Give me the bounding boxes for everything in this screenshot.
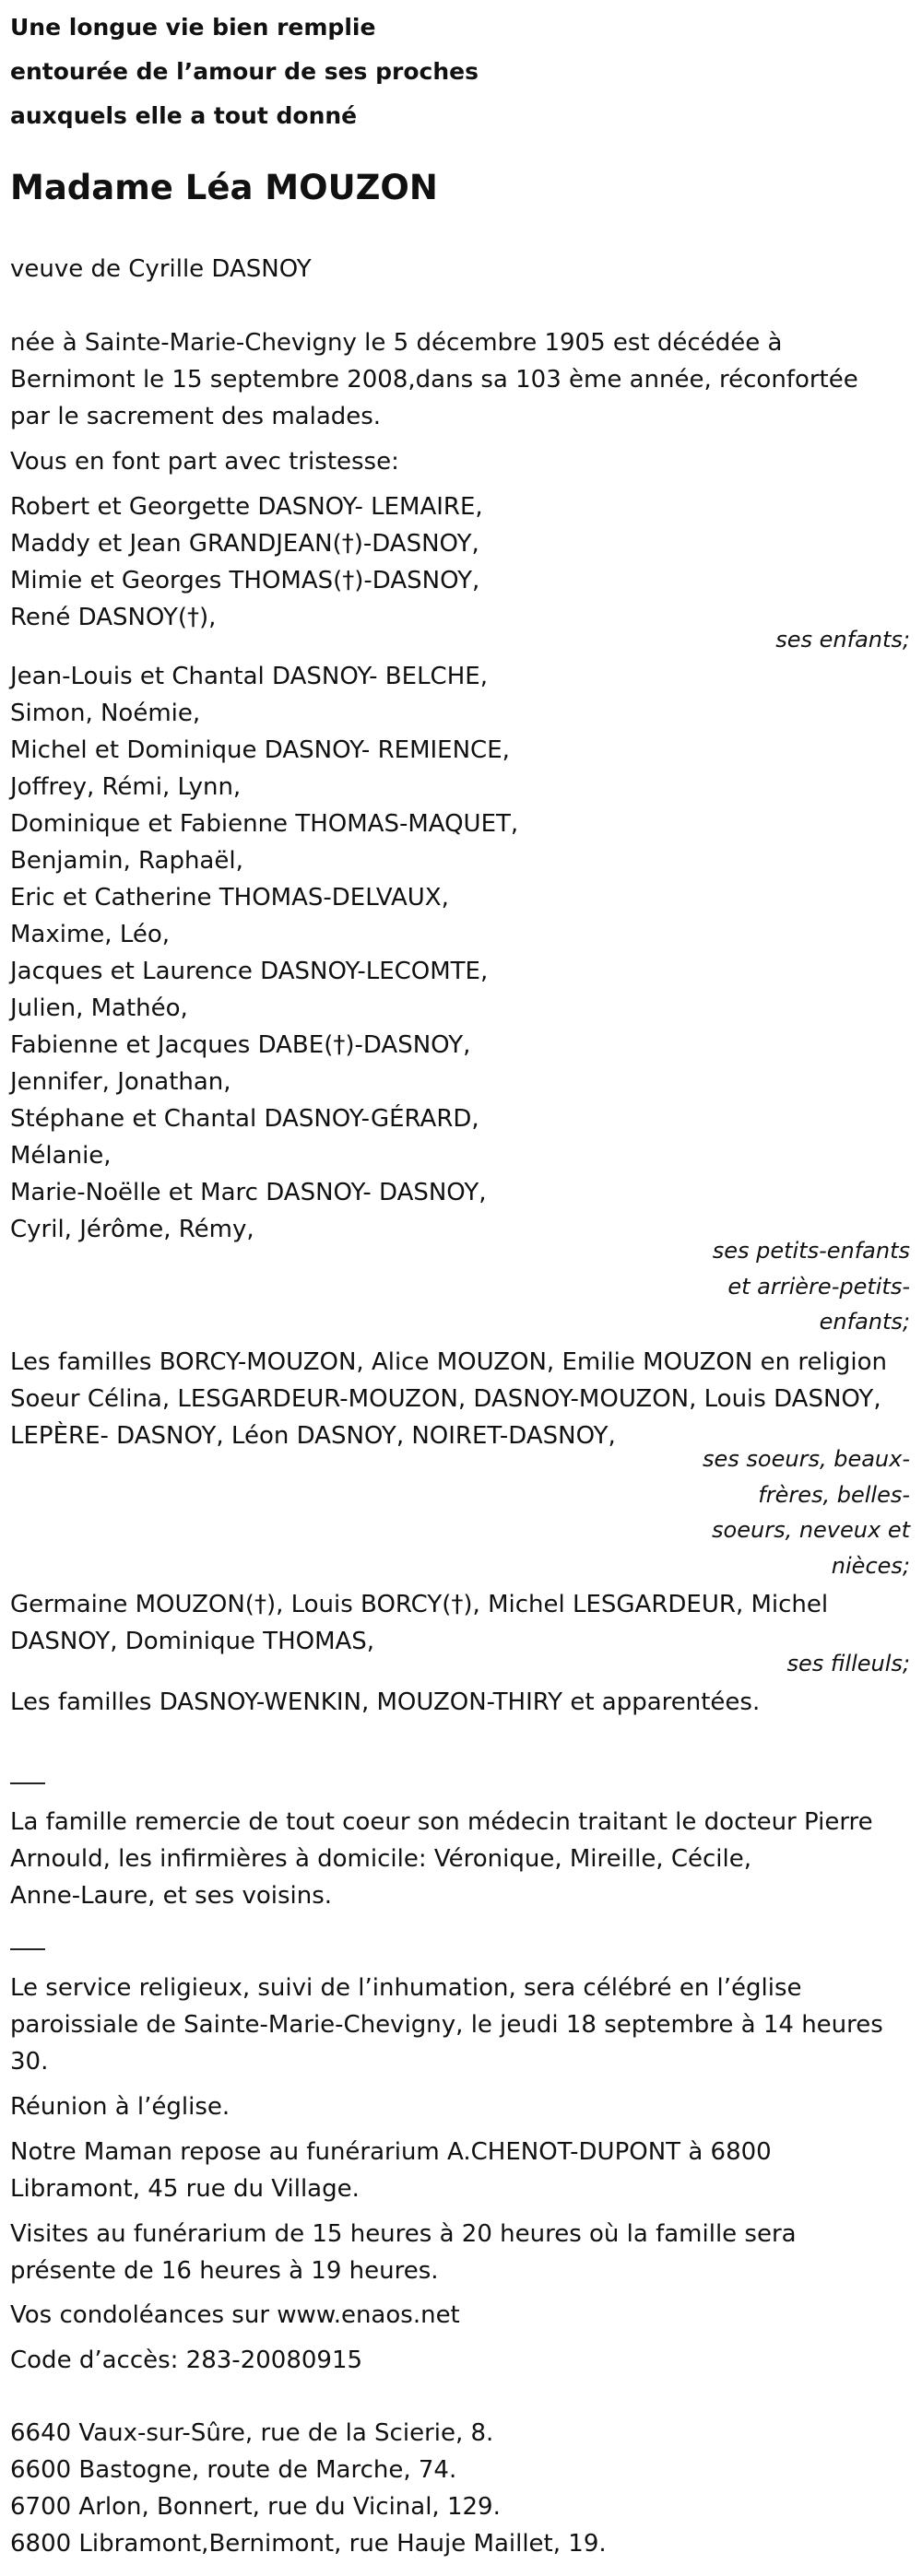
relation-label: soeurs, neveux et bbox=[712, 1517, 910, 1543]
siblings-label bbox=[703, 1441, 910, 1583]
paragraph-line: paroissiale de Sainte-Marie-Chevigny, le jeudi 18 septembre à 14 heures bbox=[10, 2011, 883, 2039]
siblings-paragraph bbox=[10, 1344, 909, 1454]
list-item: Eric et Catherine THOMAS-DELVAUX, bbox=[10, 884, 449, 912]
list-item: Robert et Georgette DASNOY- LEMAIRE, bbox=[10, 493, 483, 521]
relation-label: frères, belles- bbox=[758, 1481, 910, 1508]
paragraph-line: Libramont, 45 rue du Village. bbox=[10, 2175, 360, 2203]
widow-line: veuve de Cyrille DASNOY bbox=[10, 255, 312, 283]
paragraph-line: LEPÈRE- DASNOY, Léon DASNOY, NOIRET-DASNOY, bbox=[10, 1422, 616, 1450]
paragraph-line: Visites au funérarium de 15 heures à 20 heures où la famille sera bbox=[10, 2220, 797, 2248]
addresses-list bbox=[10, 2415, 909, 2562]
relation-label: et arrière-petits- bbox=[727, 1273, 910, 1300]
paragraph-line: née à Sainte-Marie-Chevigny le 5 décembre 1905 est décédée à bbox=[10, 329, 783, 357]
list-item: Jacques et Laurence DASNOY-LECOMTE, bbox=[10, 958, 489, 985]
relation-label: ses soeurs, beaux- bbox=[703, 1446, 910, 1472]
list-item: Simon, Noémie, bbox=[10, 700, 201, 727]
grandchildren-label bbox=[713, 1233, 910, 1340]
godchildren-paragraph bbox=[10, 1586, 909, 1660]
paragraph-line: Le service religieux, suivi de l’inhumation, sera célébré en l’église bbox=[10, 1974, 802, 2002]
paragraph-line: présente de 16 heures à 19 heures. bbox=[10, 2257, 439, 2285]
godchildren-label bbox=[787, 1646, 910, 1682]
list-item: Joffrey, Rémi, Lynn, bbox=[10, 773, 242, 801]
list-item: Maxime, Léo, bbox=[10, 921, 171, 948]
list-item: Stéphane et Chantal DASNOY-GÉRARD, bbox=[10, 1105, 479, 1133]
relation-label: ses filleuls; bbox=[786, 1651, 910, 1676]
intro-line: Une longue vie bien remplie bbox=[10, 14, 376, 41]
relation-label: nièces; bbox=[831, 1552, 910, 1579]
paragraph-line: DASNOY, Dominique THOMAS, bbox=[10, 1628, 375, 1655]
separator-line bbox=[10, 1948, 45, 1950]
intro-text bbox=[10, 6, 479, 138]
paragraph-line: par le sacrement des malades. bbox=[10, 403, 382, 430]
list-item: Julien, Mathéo, bbox=[10, 994, 188, 1022]
address-line: 6640 Vaux-sur-Sûre, rue de la Scierie, 8. bbox=[10, 2419, 494, 2447]
paragraph-line: Arnould, les infirmières à domicile: Véronique, Mireille, Cécile, bbox=[10, 1845, 751, 1873]
list-item: Dominique et Fabienne THOMAS-MAQUET, bbox=[10, 810, 519, 838]
relation-label: enfants; bbox=[819, 1309, 910, 1335]
grandchildren-list bbox=[10, 658, 909, 1248]
children-list bbox=[10, 488, 909, 636]
rest-paragraph bbox=[10, 2134, 909, 2207]
children-label bbox=[775, 622, 910, 658]
thanks-paragraph bbox=[10, 1804, 909, 1914]
list-item: Jean-Louis et Chantal DASNOY- BELCHE, bbox=[10, 663, 488, 690]
deceased-name: Madame Léa MOUZON bbox=[10, 168, 438, 207]
intro-line: auxquels elle a tout donné bbox=[10, 102, 358, 129]
list-item: Michel et Dominique DASNOY- REMIENCE, bbox=[10, 736, 510, 764]
list-item: Cyril, Jérôme, Rémy, bbox=[10, 1216, 254, 1243]
list-item: Marie-Noëlle et Marc DASNOY- DASNOY, bbox=[10, 1179, 487, 1206]
access-code: Code d’accès: 283-20080915 bbox=[10, 2347, 363, 2374]
list-item: Mélanie, bbox=[10, 1142, 112, 1170]
address-line: 6600 Bastogne, route de Marche, 74. bbox=[10, 2456, 457, 2484]
relation-label: ses enfants; bbox=[775, 627, 910, 653]
paragraph-line: Soeur Célina, LESGARDEUR-MOUZON, DASNOY-MOUZON, Louis DASNOY, bbox=[10, 1385, 881, 1413]
announcement-line: Vous en font part avec tristesse: bbox=[10, 448, 399, 476]
paragraph-line: La famille remercie de tout coeur son médecin traitant le docteur Pierre bbox=[10, 1808, 873, 1836]
list-item: Fabienne et Jacques DABE(†)-DASNOY, bbox=[10, 1031, 471, 1059]
address-line: 6700 Arlon, Bonnert, rue du Vicinal, 129. bbox=[10, 2493, 501, 2521]
paragraph-line: Germaine MOUZON(†), Louis BORCY(†), Michel LESGARDEUR, Michel bbox=[10, 1591, 829, 1618]
list-item: Mimie et Georges THOMAS(†)-DASNOY, bbox=[10, 567, 480, 594]
birth-death-paragraph bbox=[10, 324, 909, 435]
paragraph-line: Anne-Laure, et ses voisins. bbox=[10, 1882, 333, 1910]
paragraph-line: 30. bbox=[10, 2048, 49, 2076]
paragraph-line: Notre Maman repose au funérarium A.CHENOT-DUPONT à 6800 bbox=[10, 2138, 772, 2166]
visits-paragraph bbox=[10, 2216, 909, 2289]
meeting-line: Réunion à l’église. bbox=[10, 2093, 230, 2121]
paragraph-line: Bernimont le 15 septembre 2008,dans sa 103 ème année, réconfortée bbox=[10, 366, 858, 394]
separator-line bbox=[10, 1782, 45, 1784]
paragraph-line: Les familles BORCY-MOUZON, Alice MOUZON, Emilie MOUZON en religion bbox=[10, 1348, 888, 1376]
intro-line: entourée de l’amour de ses proches bbox=[10, 58, 479, 85]
list-item: Benjamin, Raphaël, bbox=[10, 847, 243, 875]
condolences-line: Vos condoléances sur www.enaos.net bbox=[10, 2301, 460, 2329]
relation-label: ses petits-enfants bbox=[712, 1238, 910, 1264]
list-item: Maddy et Jean GRANDJEAN(†)-DASNOY, bbox=[10, 530, 479, 558]
service-paragraph bbox=[10, 1970, 909, 2080]
families-line: Les familles DASNOY-WENKIN, MOUZON-THIRY et apparentées. bbox=[10, 1688, 761, 1716]
address-line: 6800 Libramont,Bernimont, rue Hauje Maillet, 19. bbox=[10, 2530, 607, 2558]
list-item: René DASNOY(†), bbox=[10, 604, 217, 631]
list-item: Jennifer, Jonathan, bbox=[10, 1068, 231, 1096]
